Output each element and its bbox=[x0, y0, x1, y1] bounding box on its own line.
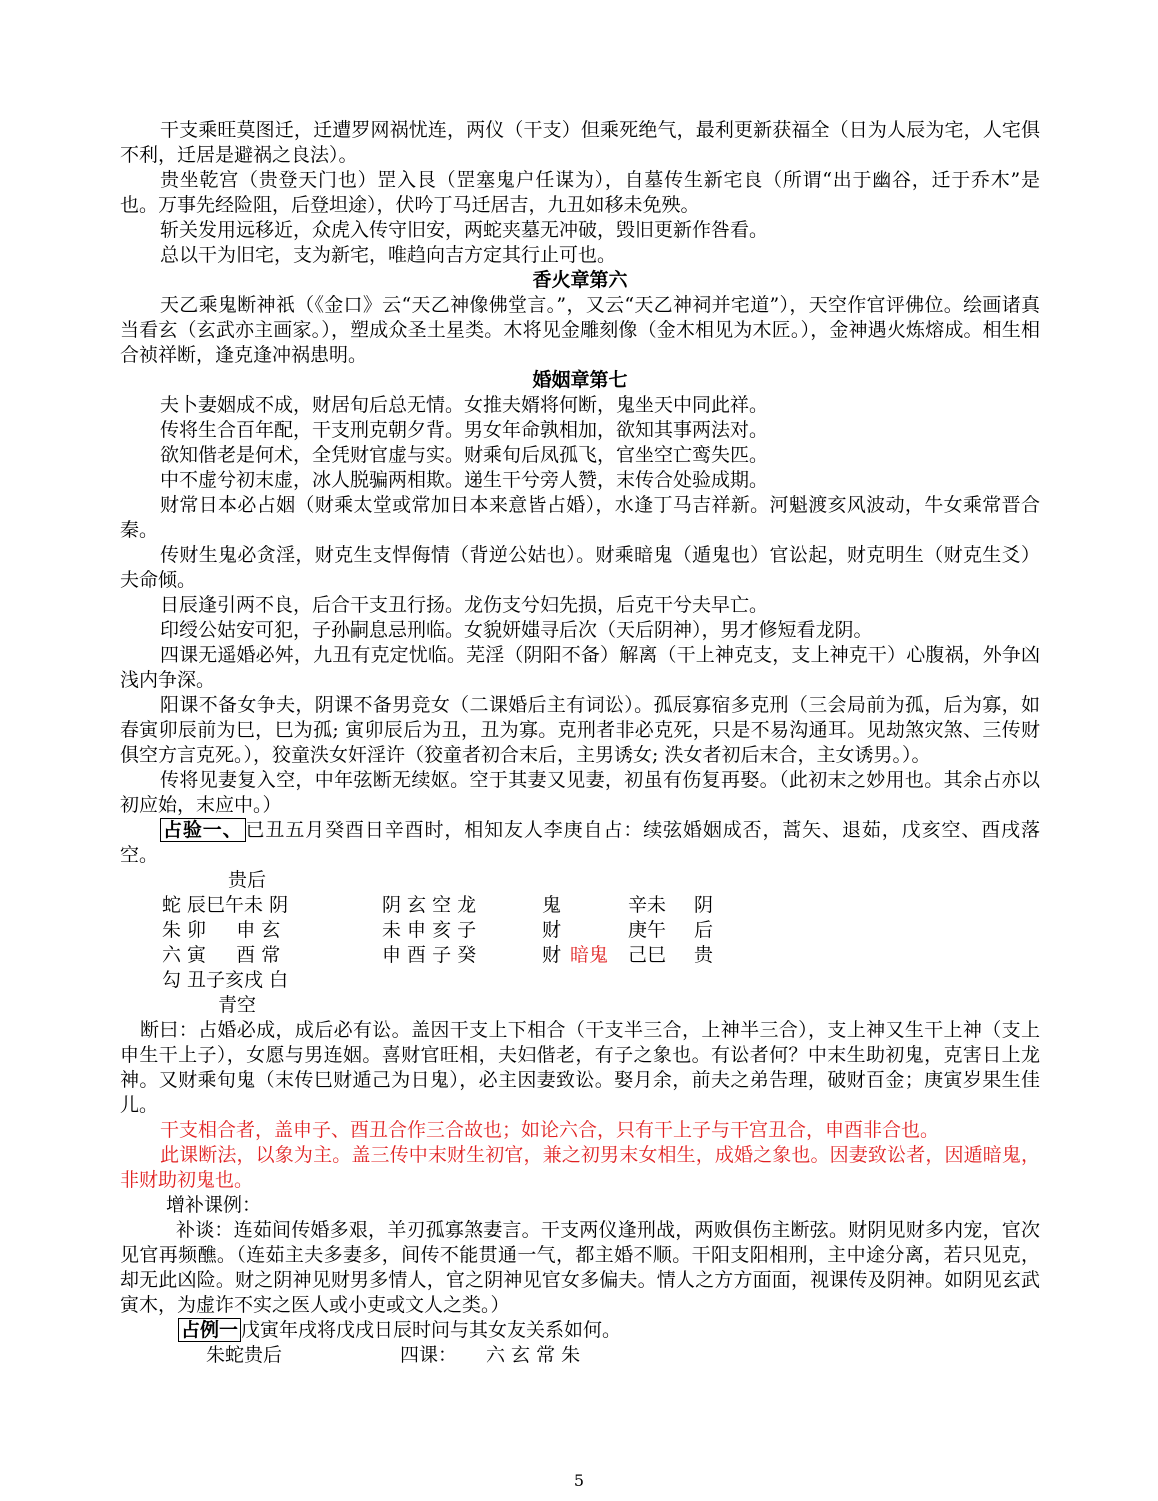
paragraph: 天乙乘鬼断神祇（《金口》云“天乙神像佛堂言。”，又云“天乙神祠并宅道”），天空作官评佛位。绘画诸真当看玄（玄武亦主画家。），塑成众圣土星类。木将见金雕刻像（金木相见为木匠。），金神遇火炼熔成。相生相合祯祥断，逢克逢冲祸患明。 bbox=[120, 294, 1040, 366]
case-label: 占例一 bbox=[178, 1318, 241, 1342]
transmission-general: 后 bbox=[694, 919, 714, 941]
judgment-paragraph: 断曰：占婚必成，成后必有讼。盖因干支上下相合（干支半三合，上神半三合），支上神又生干上神（支上申生干上子），女愿与男连姻。喜财官旺相，夫妇偕老，有子之象也。有讼者何？中末生助初鬼，克害日上龙神。又财乘旬鬼（末传巳财遁己为日鬼），必主因妻致讼。娶月余，前夫之弟告理，破财百金；庚寅岁果生佳儿。 bbox=[120, 1019, 1040, 1116]
paragraph: 传将生合百年配，干支刑克朝夕背。男女年命孰相加，欲知其事两法对。 bbox=[160, 419, 769, 441]
supplement-paragraph: 补谈：连茹间传婚多艰，羊刃孤寡煞妻言。干支两仪逢刑战，两败俱伤主断弦。财阴见财多内宠，官次见官再频醮。（连茹主夫多妻多，间传不能贯通一气，都主婚不顺。干阳支阳相刑，主中途分离，若只见克，却无此凶险。财之阴神见财男多情人，官之阴神见官女多偏夫。情人之方方面面，视课传及阴神。如阴见玄武寅木，为虚诈不实之医人或小吏或文人之类。） bbox=[120, 1219, 1040, 1316]
paragraph: 印绶公姑安可犯，子孙嗣息忌刑临。女貌妍媸寻后次（天后阴神），男才修短看龙阴。 bbox=[160, 619, 873, 641]
chart-top-label: 朱蛇贵后 bbox=[206, 1344, 283, 1366]
case2-chart-line bbox=[120, 1343, 1040, 1368]
paragraph: 贵坐乾宫（贵登天门也）罡入艮（罡塞鬼户任谋为），自墓传生新宅良（所谓“出于幽谷，迁于乔木”是也。万事先经险阻，后登坦途），伏吟丁马迁居吉，九丑如移未免殃。 bbox=[120, 169, 1040, 216]
page-number: 5 bbox=[573, 1471, 585, 1490]
four-lessons-row: 阴 玄 空 龙 bbox=[382, 894, 477, 916]
hidden-ghost-mark: 暗鬼 bbox=[570, 944, 609, 966]
annotation-red: 干支相合者，盖申子、酉丑合作三合故也；如论六合，只有干上子与干宫丑合，申酉非合也。 bbox=[160, 1119, 940, 1141]
four-lessons-row: 申 酉 子 癸 bbox=[382, 944, 477, 966]
divination-chart bbox=[120, 868, 1040, 1018]
paragraph: 欲知偕老是何术，全凭财官虚与实。财乘旬后凤孤飞，官坐空亡鸾失匹。 bbox=[160, 444, 769, 466]
paragraph: 斩关发用远移近，众虎入传守旧安，两蛇夹墓无冲破，毁旧更新作咎看。 bbox=[160, 219, 769, 241]
chart-ring-row: 朱 卯 申 玄 bbox=[162, 919, 281, 941]
transmission-ganzhi: 庚午 bbox=[628, 919, 667, 941]
case-text: 戊寅年戌将戊戌日辰时问与其女友关系如何。 bbox=[241, 1319, 622, 1341]
chart-bottom-label: 青空 bbox=[218, 994, 257, 1016]
chart-ring-row: 蛇 辰巳午未 阴 bbox=[162, 894, 289, 916]
paragraph: 夫卜妻姻成不成，财居旬后总无情。女推夫婿将何断，鬼坐天中同此祥。 bbox=[160, 394, 769, 416]
case-paragraph bbox=[120, 1318, 1040, 1343]
paragraph: 干支乘旺莫图迁，迁遭罗网祸忧连，两仪（干支）但乘死绝气，最利更新获福全（日为人辰为宅，人宅俱不利，迁居是避祸之良法）。 bbox=[120, 119, 1040, 166]
document-body bbox=[120, 118, 1040, 1368]
case-paragraph bbox=[120, 818, 1040, 868]
transmission-ganzhi: 己巳 bbox=[628, 944, 667, 966]
transmission-general: 阴 bbox=[694, 894, 714, 916]
paragraph: 四课无遥婚必舛，九丑有克定忧临。芜淫（阴阳不备）解离（干上神克支，支上神克干）心腹祸，外争凶浅内争深。 bbox=[120, 644, 1040, 691]
transmission-ganzhi: 辛未 bbox=[628, 894, 667, 916]
paragraph: 传将见妻复入空，中年弦断无续妪。空于其妻又见妻，初虽有伤复再娶。（此初末之妙用也。其余占亦以初应始，末应中。） bbox=[120, 769, 1040, 816]
case-label: 占验一、 bbox=[160, 818, 246, 842]
transmission-relation: 财 bbox=[542, 919, 562, 941]
paragraph: 日辰逢引两不良，后合干支丑行扬。龙伤支兮妇先损，后克干兮夫早亡。 bbox=[160, 594, 769, 616]
paragraph: 总以干为旧宅，支为新宅，唯趋向吉方定其行止可也。 bbox=[160, 244, 617, 266]
transmission-general: 贵 bbox=[694, 944, 714, 966]
section-heading: 香火章第六 bbox=[532, 269, 628, 291]
annotation-red: 此课断法，以象为主。盖三传中末财生初官，兼之初男末女相生，成婚之象也。因妻致讼者，因遁暗鬼，非财助初鬼也。 bbox=[120, 1144, 1040, 1191]
paragraph: 中不虚兮初末虚，冰人脱骗两相欺。递生干兮旁人赞，末传合处验成期。 bbox=[160, 469, 769, 491]
four-lessons-row: 未 申 亥 子 bbox=[382, 919, 477, 941]
paragraph: 传财生鬼必贪淫，财克生支悍侮情（背逆公姑也）。财乘暗鬼（遁鬼也）官讼起，财克明生（财克生爻）夫命倾。 bbox=[120, 544, 1040, 591]
supplement-title: 增补课例： bbox=[166, 1194, 262, 1216]
section-heading: 婚姻章第七 bbox=[532, 369, 628, 391]
four-lessons-label: 四课： bbox=[400, 1344, 458, 1366]
chart-ring-row: 勾 丑子亥戌 白 bbox=[162, 969, 289, 991]
transmission-relation: 鬼 bbox=[542, 894, 562, 916]
four-lessons-row: 六 玄 常 朱 bbox=[486, 1344, 581, 1366]
transmission-relation: 财 bbox=[542, 944, 562, 966]
paragraph: 财常日本必占姻（财乘太堂或常加日本来意皆占婚），水逢丁马吉祥新。河魁渡亥风波动，牛女乘常晋合秦。 bbox=[120, 494, 1040, 541]
paragraph: 阳课不备女争夫，阴课不备男竞女（二课婚后主有词讼）。孤辰寡宿多克刑（三会局前为孤，后为寡，如春寅卯辰前为巳，巳为孤; 寅卯辰后为丑，丑为寡。克刑者非必克死，只是不易沟通耳。见劫煞灾煞、三传财俱空方言克死。），狡童泆女奸淫许（狡童者初合末后，主男诱女; 泆女者初后末合，主女诱男。）。 bbox=[120, 694, 1040, 766]
chart-ring-row: 六 寅 酉 常 bbox=[162, 944, 281, 966]
chart-top-label: 贵后 bbox=[228, 869, 267, 891]
case-text: 已丑五月癸酉日辛酉时，相知友人李庚自占：续弦婚姻成否，蒿矢、退茹，戊亥空、酉戌落空。 bbox=[120, 819, 1040, 866]
